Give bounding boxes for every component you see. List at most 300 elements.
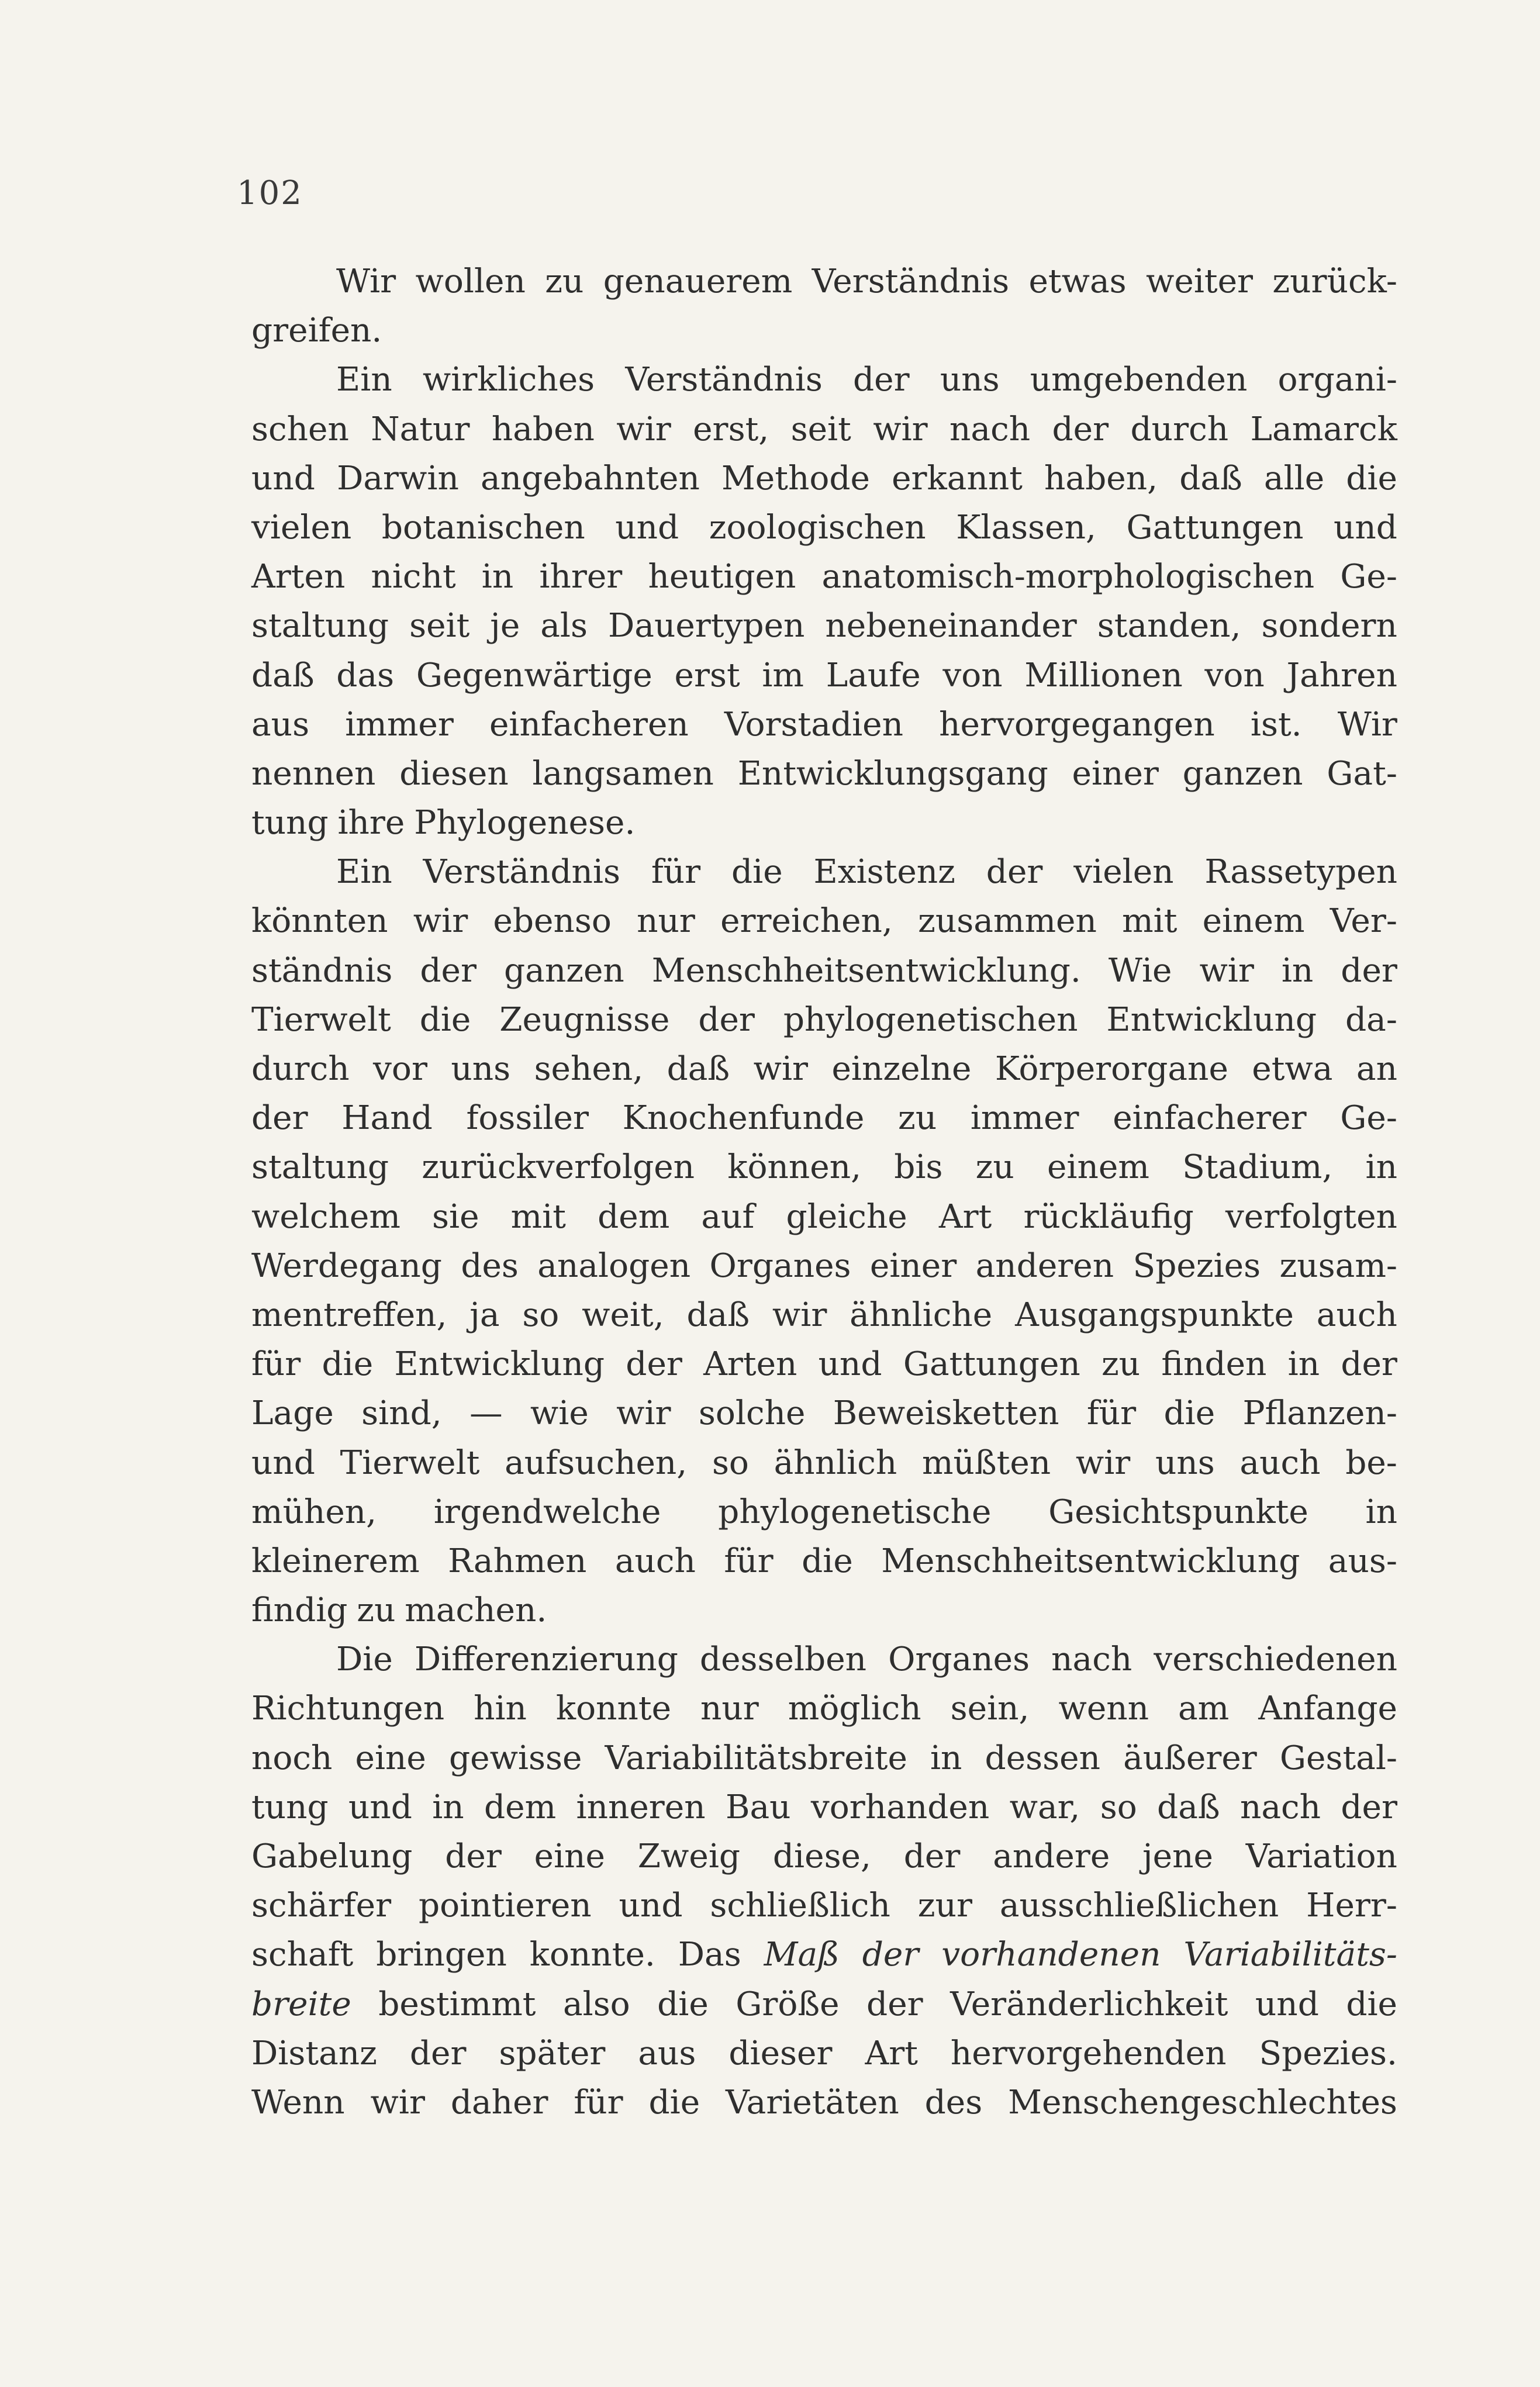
word: inneren — [576, 1788, 706, 1826]
word: sie — [432, 1197, 479, 1236]
text-line — [251, 1684, 1397, 1733]
word: und — [1255, 1985, 1319, 2023]
word: die — [419, 1000, 471, 1039]
word: ganzen — [503, 951, 624, 990]
word: da- — [1345, 1000, 1397, 1039]
word: vorhanden — [810, 1788, 990, 1826]
word: für — [651, 853, 701, 892]
word: nach — [1051, 1640, 1132, 1679]
word: dem — [598, 1197, 670, 1236]
word: der — [903, 1837, 961, 1875]
word: in — [930, 1739, 962, 1777]
text-line — [251, 405, 1397, 454]
word: dessen — [985, 1739, 1100, 1777]
word: etwas — [1028, 262, 1127, 300]
word: der — [420, 951, 476, 990]
word: andere — [993, 1837, 1110, 1875]
word: gewisse — [448, 1739, 582, 1777]
word: Spezies. — [1259, 2034, 1397, 2072]
word: die — [648, 2083, 700, 2122]
word: mentreffen, — [251, 1296, 447, 1334]
word: Variabilitäts- — [1183, 1936, 1397, 1974]
word: verfolgten — [1225, 1197, 1397, 1236]
word: Organes — [888, 1640, 1030, 1679]
text-line — [251, 552, 1397, 602]
word: wir — [1199, 951, 1254, 990]
word: schließlich — [710, 1887, 890, 1925]
word: Art — [938, 1197, 992, 1236]
word: greifen. — [251, 312, 382, 350]
word: einer — [1072, 754, 1159, 793]
text-line — [251, 1930, 1397, 1980]
word: kleinerem — [251, 1542, 420, 1580]
word: uns — [451, 1050, 511, 1088]
word: Arten — [703, 1345, 797, 1384]
word: nach — [949, 410, 1031, 448]
word: von — [942, 656, 1003, 695]
word: der — [698, 1000, 755, 1039]
word: Ver- — [1330, 902, 1397, 941]
word: Hand — [341, 1099, 433, 1138]
text-line — [251, 897, 1397, 946]
word: daß — [686, 1296, 750, 1334]
word: Entwicklungsgang — [737, 754, 1048, 793]
word: zoologischen — [709, 508, 926, 547]
word: Differenzierung — [414, 1640, 678, 1679]
text-line — [251, 602, 1397, 651]
word: Natur — [371, 410, 470, 448]
word: auf — [701, 1197, 755, 1236]
word: Ein — [336, 361, 392, 399]
word: Gesichtspunkte — [1048, 1493, 1308, 1531]
word: ihre — [337, 804, 405, 842]
word: als — [540, 607, 588, 645]
text-line — [251, 1094, 1397, 1143]
word: könnten — [251, 902, 388, 941]
word: Entwicklung — [394, 1345, 605, 1384]
word: dieser — [728, 2034, 833, 2072]
word: Wir — [1337, 705, 1397, 744]
word: der — [626, 1345, 682, 1384]
word: Dauertypen — [607, 607, 805, 645]
word: bestimmt — [378, 1985, 536, 2023]
word: nur — [637, 902, 695, 941]
word: auch — [1316, 1296, 1397, 1334]
word: einzelne — [831, 1050, 972, 1088]
word: und — [619, 1887, 683, 1925]
word: alle — [1263, 459, 1325, 498]
word: Klassen, — [956, 508, 1096, 547]
word: diese, — [772, 1837, 871, 1875]
word: erreichen, — [720, 902, 893, 941]
word: in — [1365, 1148, 1397, 1187]
word: ist. — [1250, 705, 1302, 744]
word: daß — [251, 656, 315, 695]
word: botanischen — [381, 508, 585, 547]
word: später — [499, 2034, 606, 2072]
text-line — [251, 2029, 1397, 2078]
word: Lage — [251, 1394, 334, 1433]
word: Tierwelt — [340, 1443, 480, 1482]
word: der — [866, 1985, 923, 2023]
word: phylogenetischen — [783, 1000, 1078, 1039]
word: aufsuchen, — [505, 1443, 688, 1482]
text-line — [251, 1488, 1397, 1537]
text-line — [251, 257, 1397, 306]
text-line — [251, 1832, 1397, 1881]
word: der — [409, 2034, 467, 2072]
text-line — [251, 503, 1397, 552]
word: Darwin — [337, 459, 459, 498]
word: Werdegang — [251, 1246, 442, 1285]
word: daß — [667, 1050, 730, 1088]
word: für — [251, 1345, 301, 1384]
word: Gattungen — [903, 1345, 1080, 1384]
word: daher — [450, 2083, 548, 2122]
word: einfacherer — [1113, 1099, 1307, 1138]
word: Gabelung — [251, 1837, 413, 1875]
word: irgendwelche — [433, 1493, 661, 1531]
word: seit — [409, 607, 470, 645]
text-line — [251, 749, 1397, 799]
word: zurückverfolgen — [422, 1148, 695, 1187]
text-line — [251, 700, 1397, 749]
word: Herr- — [1306, 1887, 1397, 1925]
word: Ausgangspunkte — [1015, 1296, 1294, 1334]
text-line — [251, 1143, 1397, 1192]
word: pointieren — [418, 1887, 592, 1925]
word: Maß — [764, 1936, 840, 1974]
word: in — [432, 1788, 464, 1826]
word: Knochenfunde — [622, 1099, 865, 1138]
word: gleiche — [786, 1197, 907, 1236]
word: zu — [975, 1148, 1014, 1187]
word: vielen — [251, 508, 352, 547]
word: sondern — [1261, 607, 1397, 645]
word: so — [712, 1443, 749, 1482]
word: breite — [251, 1985, 351, 2023]
word: sein, — [950, 1690, 1030, 1728]
word: und — [615, 508, 679, 547]
text-line — [251, 1783, 1397, 1832]
word: äußerer — [1123, 1739, 1257, 1777]
word: erkannt — [892, 459, 1023, 498]
word: Jahren — [1286, 656, 1397, 695]
page-number: 102 — [237, 174, 303, 212]
word: Menschheitsentwicklung — [881, 1542, 1300, 1580]
word: nebeneinander — [825, 607, 1077, 645]
word: aus — [638, 2034, 696, 2072]
word: aus — [251, 705, 310, 744]
word: Ge- — [1340, 558, 1397, 596]
text-line — [251, 1734, 1397, 1783]
word: müßten — [921, 1443, 1051, 1482]
word: analogen — [537, 1246, 691, 1285]
word: weit, — [582, 1296, 664, 1334]
word: Millionen — [1024, 656, 1183, 695]
word: für — [724, 1542, 774, 1580]
word: die — [731, 853, 783, 892]
word: daß — [1157, 1788, 1220, 1826]
word: seit — [790, 410, 851, 448]
word: haben — [491, 410, 595, 448]
word: Spezies — [1132, 1246, 1261, 1285]
word: die — [802, 1542, 853, 1580]
word: Vorstadien — [724, 705, 904, 744]
word: Verständnis — [423, 853, 620, 892]
word: der — [986, 853, 1043, 892]
word: ebenso — [493, 902, 612, 941]
word: eine — [534, 1837, 605, 1875]
word: ihrer — [539, 558, 623, 596]
word: Zeugnisse — [499, 1000, 670, 1039]
word: der — [1341, 1345, 1397, 1384]
word: Gat- — [1327, 754, 1397, 793]
word: organi- — [1277, 361, 1397, 399]
word: sehen, — [534, 1050, 644, 1088]
text-line — [251, 454, 1397, 503]
word: uns — [1155, 1443, 1215, 1482]
word: sind, — [361, 1394, 442, 1433]
word: Körperorgane — [995, 1050, 1228, 1088]
word: anderen — [975, 1246, 1114, 1285]
word: mit — [1122, 902, 1178, 941]
text-line — [251, 848, 1397, 897]
word: heutigen — [648, 558, 796, 596]
word: tung — [251, 804, 329, 842]
word: etwa — [1252, 1050, 1333, 1088]
word: Menschengeschlechtes — [1008, 2083, 1397, 2122]
word: und — [1334, 508, 1397, 547]
word: Art — [865, 2034, 918, 2072]
word: bis — [894, 1148, 943, 1187]
word: von — [1204, 656, 1265, 695]
word: ähnliche — [850, 1296, 993, 1334]
word: wir — [1075, 1443, 1131, 1482]
word: wenn — [1058, 1690, 1149, 1728]
word: einfacheren — [489, 705, 689, 744]
word: Veränderlichkeit — [950, 1985, 1228, 2023]
word: konnte. — [529, 1936, 655, 1974]
word: konnte — [555, 1690, 672, 1728]
word: Tierwelt — [251, 1000, 391, 1039]
word: nach — [1239, 1788, 1321, 1826]
word: immer — [970, 1099, 1079, 1138]
word: desselben — [699, 1640, 867, 1679]
word: daß — [1179, 459, 1242, 498]
word: wir — [616, 410, 671, 448]
word: zu — [357, 1591, 396, 1630]
word: Ge- — [1340, 1099, 1397, 1138]
word: Wenn — [251, 2083, 345, 2122]
text-line — [251, 799, 1397, 848]
word: zu — [898, 1099, 937, 1138]
word: die — [322, 1345, 374, 1384]
word: Die — [336, 1640, 393, 1679]
text-line — [251, 1389, 1397, 1438]
body-text — [251, 257, 1397, 2127]
word: vielen — [1073, 853, 1174, 892]
word: die — [1346, 1985, 1397, 2023]
word: auch — [614, 1542, 696, 1580]
word: an — [1356, 1050, 1397, 1088]
word: ganzen — [1182, 754, 1303, 793]
word: zu — [545, 262, 584, 300]
word: Entwicklung — [1106, 1000, 1317, 1039]
word: Richtungen — [251, 1690, 445, 1728]
word: Lamarck — [1250, 410, 1397, 448]
word: ja — [469, 1296, 500, 1334]
word: schaft — [251, 1936, 354, 1974]
word: einer — [869, 1246, 957, 1285]
word: Variabilitätsbreite — [605, 1739, 907, 1777]
word: so — [1100, 1788, 1137, 1826]
word: be- — [1345, 1443, 1397, 1482]
word: Menschheitsentwicklung. — [651, 951, 1081, 990]
text-line — [251, 306, 1397, 355]
word: Größe — [736, 1985, 840, 2023]
word: des — [924, 2083, 983, 2122]
word: erst — [674, 656, 740, 695]
word: ähnlich — [774, 1443, 897, 1482]
word: genauerem — [603, 262, 793, 300]
word: hervorgehenden — [950, 2034, 1227, 2072]
word: Varietäten — [726, 2083, 899, 2122]
word: mühen, — [251, 1493, 377, 1531]
word: jene — [1142, 1837, 1213, 1875]
word: wir — [873, 410, 928, 448]
text-line — [251, 1439, 1397, 1488]
word: der — [445, 1837, 502, 1875]
word: Laufe — [826, 656, 921, 695]
word: findig — [251, 1591, 348, 1630]
word: Rassetypen — [1204, 853, 1397, 892]
word: mit — [510, 1197, 567, 1236]
word: am — [1178, 1690, 1230, 1728]
word: Gattungen — [1126, 508, 1304, 547]
word: und — [251, 1443, 315, 1482]
word: war, — [1009, 1788, 1080, 1826]
word: Existenz — [813, 853, 955, 892]
word: — — [469, 1394, 503, 1433]
word: zu — [1102, 1345, 1141, 1384]
word: Organes — [709, 1246, 851, 1285]
text-line — [251, 1980, 1397, 2029]
word: dem — [484, 1788, 557, 1826]
word: in — [1365, 1493, 1397, 1531]
word: das — [336, 656, 395, 695]
word: Zweig — [637, 1837, 741, 1875]
word: und — [348, 1788, 412, 1826]
word: Methode — [721, 459, 870, 498]
word: hin — [474, 1690, 527, 1728]
text-line — [251, 1340, 1397, 1389]
word: wir — [616, 1394, 671, 1433]
word: die — [1346, 459, 1397, 498]
word: immer — [345, 705, 454, 744]
word: Verständnis — [812, 262, 1010, 300]
text-line — [251, 1242, 1397, 1291]
word: langsamen — [532, 754, 714, 793]
word: standen, — [1097, 607, 1241, 645]
word: im — [762, 656, 804, 695]
word: erst, — [693, 410, 769, 448]
word: weiter — [1146, 262, 1254, 300]
text-line — [251, 1881, 1397, 1930]
word: tung — [251, 1788, 329, 1826]
text-line — [251, 1045, 1397, 1094]
word: uns — [940, 361, 1000, 399]
word: schärfer — [251, 1887, 392, 1925]
word: wir — [753, 1050, 809, 1088]
word: eine — [355, 1739, 426, 1777]
word: aus- — [1328, 1542, 1397, 1580]
text-line — [251, 946, 1397, 996]
word: nur — [700, 1690, 759, 1728]
word: noch — [251, 1739, 333, 1777]
text-line — [251, 1193, 1397, 1242]
word: in — [481, 558, 514, 596]
word: können, — [727, 1148, 862, 1187]
word: Das — [678, 1936, 741, 1974]
word: wie — [530, 1394, 589, 1433]
word: in — [1287, 1345, 1320, 1384]
word: vor — [373, 1050, 427, 1088]
word: Phylogenese. — [414, 804, 636, 842]
word: Gestal- — [1279, 1739, 1397, 1777]
word: für — [574, 2083, 623, 2122]
word: Arten — [251, 558, 346, 596]
word: durch — [251, 1050, 350, 1088]
word: der — [862, 1936, 919, 1974]
word: zusammen — [918, 902, 1097, 941]
word: nicht — [371, 558, 456, 596]
word: Pflanzen- — [1242, 1394, 1397, 1433]
word: angebahnten — [481, 459, 700, 498]
word: wollen — [415, 262, 526, 300]
word: Rahmen — [448, 1542, 587, 1580]
word: zur — [917, 1887, 972, 1925]
word: die — [1163, 1394, 1216, 1433]
word: staltung — [251, 607, 389, 645]
word: des — [461, 1246, 519, 1285]
word: Verständnis — [625, 361, 823, 399]
word: bringen — [376, 1936, 507, 1974]
word: rückläufig — [1023, 1197, 1194, 1236]
word: einem — [1047, 1148, 1149, 1187]
word: Stadium, — [1182, 1148, 1333, 1187]
word: Bau — [725, 1788, 791, 1826]
text-line — [251, 996, 1397, 1045]
word: der — [251, 1099, 308, 1138]
word: finden — [1161, 1345, 1267, 1384]
word: der — [1341, 951, 1397, 990]
word: solche — [698, 1394, 806, 1433]
word: Wir — [336, 262, 396, 300]
word: wir — [772, 1296, 827, 1334]
word: wir — [370, 2083, 425, 2122]
word: Beweisketten — [833, 1394, 1059, 1433]
word: auch — [1239, 1443, 1321, 1482]
text-line — [251, 1586, 1397, 1635]
word: welchem — [251, 1197, 400, 1236]
word: umgebenden — [1030, 361, 1248, 399]
word: phylogenetische — [718, 1493, 992, 1531]
word: vorhandenen — [941, 1936, 1161, 1974]
word: der — [1052, 410, 1109, 448]
word: je — [490, 607, 520, 645]
word: hervorgegangen — [939, 705, 1215, 744]
